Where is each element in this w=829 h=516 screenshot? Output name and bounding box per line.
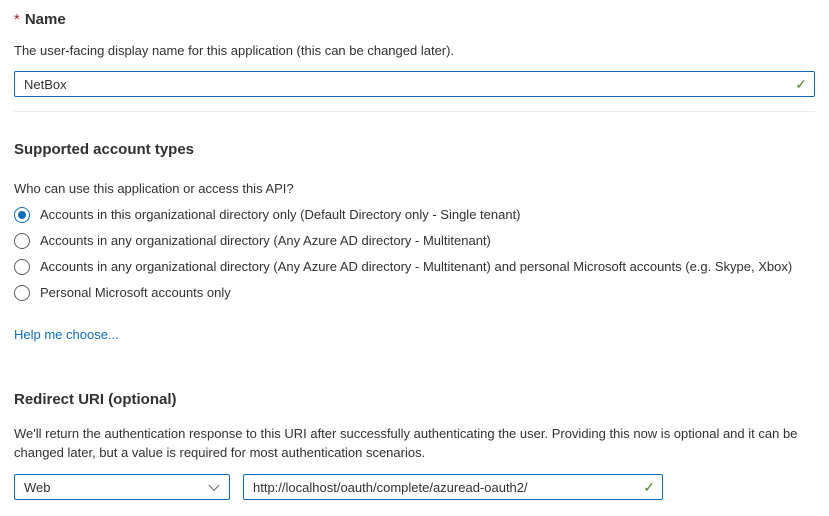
- radio-unselected-icon[interactable]: [14, 259, 30, 275]
- section-divider: [14, 111, 815, 112]
- account-types-title: Supported account types: [14, 141, 195, 158]
- redirect-uri-input-container: [243, 474, 663, 500]
- account-type-option-personal-only[interactable]: [14, 285, 815, 301]
- redirect-uri-description: We'll return the authentication response to this URI after successfully authenticating the user. Providing this now is optional and it can be changed later, but a value is required for most authentication scenarios.: [14, 426, 798, 460]
- radio-option-label: Personal Microsoft accounts only: [40, 285, 231, 300]
- name-description: The user-facing display name for this application (this can be changed later).: [14, 43, 455, 58]
- name-input[interactable]: [15, 72, 814, 96]
- redirect-uri-title: Redirect URI (optional): [14, 391, 177, 408]
- platform-select-value: Web: [24, 479, 51, 495]
- account-types-question: Who can use this application or access this API?: [14, 181, 294, 196]
- account-type-option-multitenant[interactable]: [14, 233, 815, 249]
- redirect-uri-input[interactable]: [244, 475, 662, 499]
- redirect-uri-row: [14, 474, 815, 500]
- account-types-radio-group: [14, 207, 815, 301]
- name-label-text: Name: [24, 11, 66, 28]
- account-type-option-single-tenant[interactable]: [14, 207, 815, 223]
- valid-check-icon: ✓: [795, 76, 807, 92]
- name-label: [14, 10, 815, 30]
- radio-unselected-icon[interactable]: [14, 233, 30, 249]
- radio-option-label: Accounts in any organizational directory (Any Azure AD directory - Multitenant): [40, 233, 491, 248]
- radio-option-label: Accounts in this organizational directory only (Default Directory only - Single tenant): [40, 207, 521, 222]
- platform-select[interactable]: [14, 474, 230, 500]
- radio-unselected-icon[interactable]: [14, 285, 30, 301]
- valid-check-icon: ✓: [643, 479, 655, 495]
- name-input-container: [14, 71, 815, 97]
- required-asterisk: *: [14, 11, 20, 28]
- radio-option-label: Accounts in any organizational directory (Any Azure AD directory - Multitenant) and personal Microsoft accounts (e.g. Skype, Xbox): [40, 259, 793, 274]
- account-type-option-multitenant-personal[interactable]: [14, 259, 815, 275]
- radio-selected-icon[interactable]: [14, 207, 30, 223]
- chevron-down-icon: [208, 480, 219, 491]
- help-me-choose-link[interactable]: Help me choose...: [14, 327, 119, 342]
